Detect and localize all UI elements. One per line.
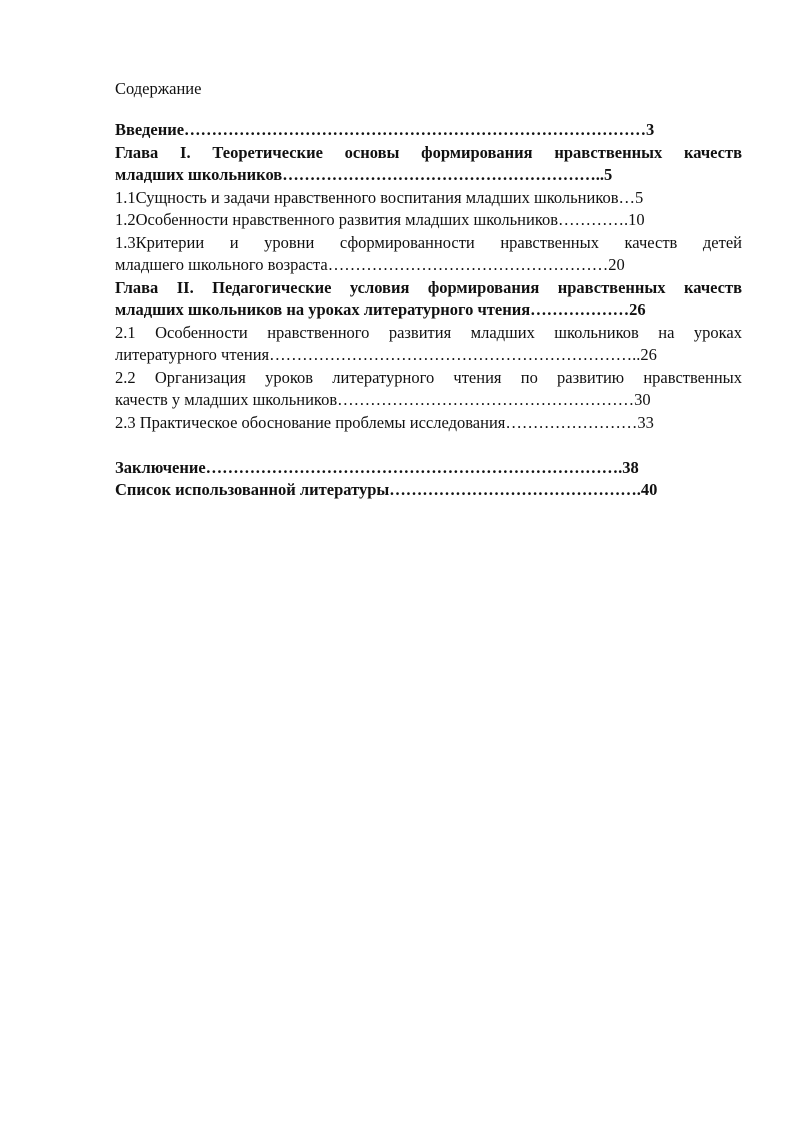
toc-entry-2-2-line-1: 2.2 Организация уроков литературного чтения по развитию нравственных [115,367,742,387]
toc-entry-chapter-1-line-1: Глава I. Теоретические основы формирования нравственных качеств [115,142,742,162]
toc-entry-2-2-line-2: качеств у младших школьников………………………………………………30 [115,390,651,409]
toc-entry-chapter-2-line-2: младших школьников на уроках литературного чтения………………26 [115,300,646,319]
toc-entry-2-1-line-2: литературного чтения…………………………………………………………..26 [115,345,657,364]
toc-entry-introduction: Введение…………………………………………………………………………3 [115,120,655,139]
toc-title: Содержание [115,79,202,98]
toc-entry-1-3-line-2: младшего школьного возраста……………………………………………20 [115,255,625,274]
toc-entry-chapter-1-line-2: младших школьников…………………………………………………..5 [115,165,613,184]
toc-entry-chapter-2-line-1: Глава II. Педагогические условия формирования нравственных качеств [115,277,742,297]
toc-entry-bibliography: Список использованной литературы……………………………………….40 [115,480,658,499]
toc-spacer [115,434,742,457]
toc-entry-1-3-line-1: 1.3Критерии и уровни сформированности нравственных качеств детей [115,232,742,252]
toc-entry-2-1-line-1: 2.1 Особенности нравственного развития младших школьников на уроках [115,322,742,342]
toc-entry-1-1: 1.1Сущность и задачи нравственного воспитания младших школьников…5 [115,187,644,207]
toc-entry-2-3: 2.3 Практическое обоснование проблемы исследования……………………33 [115,412,654,432]
toc-entry-conclusion: Заключение………………………………………………………………….38 [115,457,639,477]
table-of-contents [115,78,742,502]
toc-entry-1-2: 1.2Особенности нравственного развития младших школьников………….10 [115,210,645,229]
